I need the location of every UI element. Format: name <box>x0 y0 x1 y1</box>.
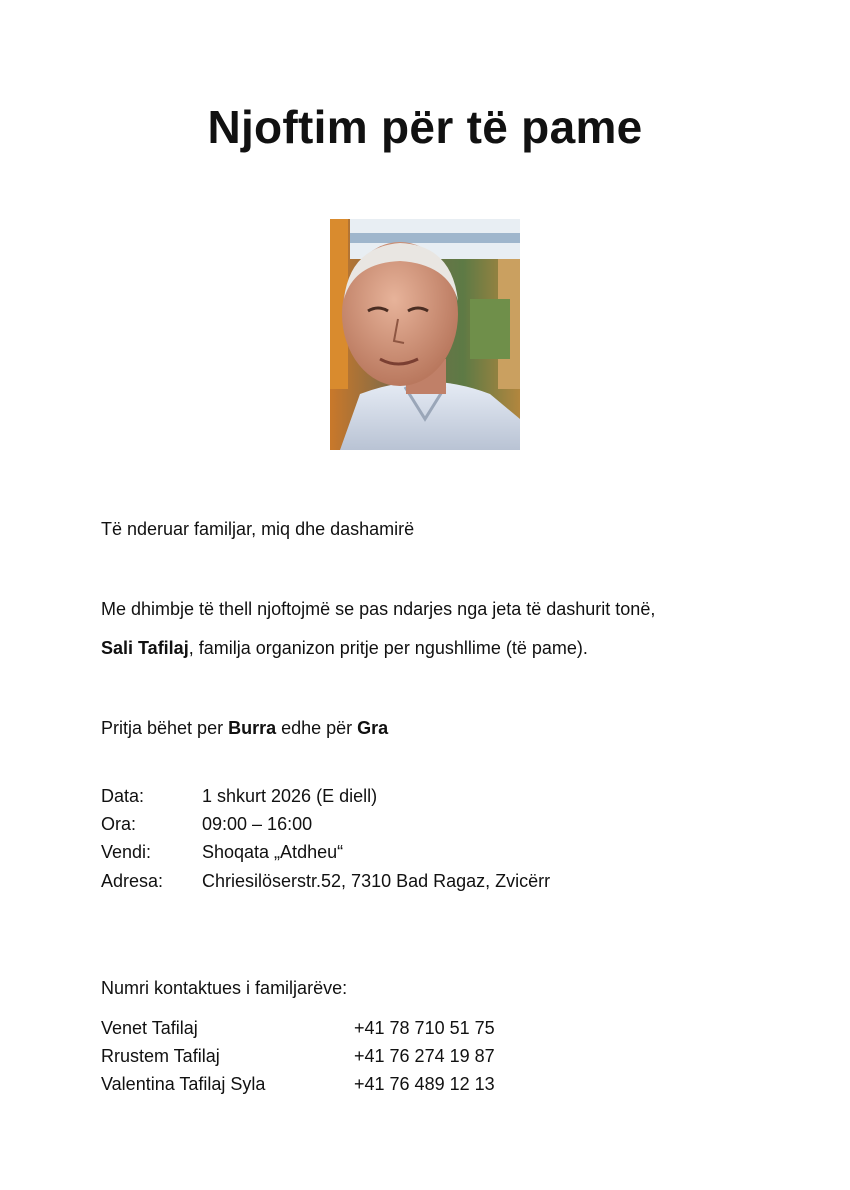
reception-men: Burra <box>228 718 277 738</box>
detail-label-time: Ora: <box>101 814 137 834</box>
portrait-photo <box>330 219 520 450</box>
contact-phone[interactable]: +41 76 274 19 87 <box>354 1046 495 1066</box>
portrait-image <box>330 219 520 450</box>
announcement-line-1: Me dhimbje të thell njoftojmë se pas ndarjes nga jeta të dashurit tonë, <box>101 599 656 619</box>
reception-prefix: Pritja bëhet per <box>101 718 229 738</box>
announcement-line-2 <box>101 638 588 660</box>
contact-phone[interactable]: +41 76 489 12 13 <box>354 1074 495 1094</box>
announcement-line-2-rest: , familja organizon pritje per ngushllime (të pame). <box>188 638 588 658</box>
contacts-heading: Numri kontaktues i familjarëve: <box>101 978 348 998</box>
reception-line <box>101 718 388 740</box>
reception-women: Gra <box>357 718 389 738</box>
greeting-text: Të nderuar familjar, miq dhe dashamirë <box>101 519 415 539</box>
reception-middle: edhe për <box>276 718 358 738</box>
contact-name: Valentina Tafilaj Syla <box>101 1074 266 1094</box>
page-title: Njoftim për të pame <box>207 101 643 153</box>
detail-label-address: Adresa: <box>101 871 164 891</box>
detail-value-address: Chriesilöserstr.52, 7310 Bad Ragaz, Zvicërr <box>202 871 551 891</box>
detail-label-venue: Vendi: <box>101 842 152 862</box>
detail-value-time: 09:00 – 16:00 <box>202 814 313 834</box>
contact-name: Venet Tafilaj <box>101 1018 198 1038</box>
detail-value-date: 1 shkurt 2026 (E diell) <box>202 786 378 806</box>
contact-phone[interactable]: +41 78 710 51 75 <box>354 1018 495 1038</box>
detail-label-date: Data: <box>101 786 145 806</box>
detail-value-venue: Shoqata „Atdheu“ <box>202 842 344 862</box>
contact-name: Rrustem Tafilaj <box>101 1046 220 1066</box>
deceased-name: Sali Tafilaj <box>101 638 189 658</box>
